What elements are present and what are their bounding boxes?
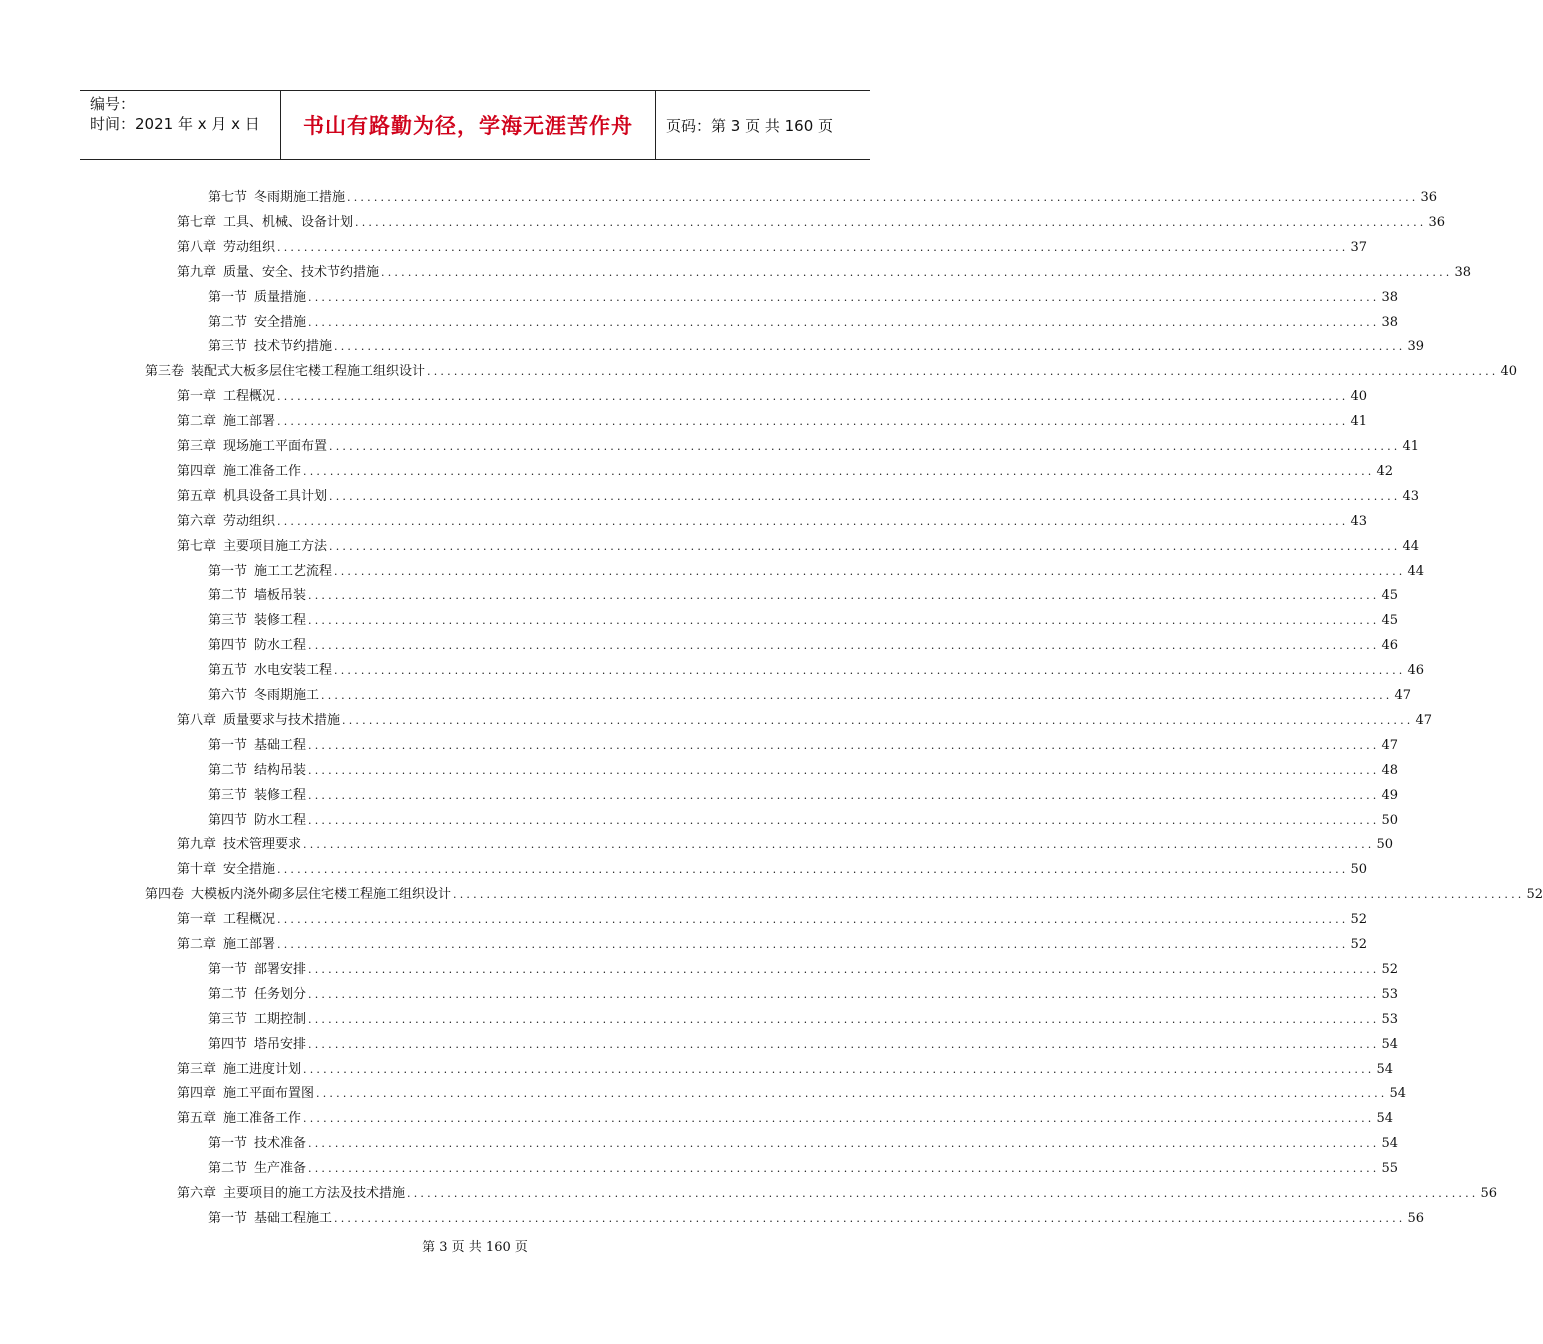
toc-entry-number: 第一章 bbox=[177, 389, 217, 405]
toc-entry-title: 水电安装工程 bbox=[254, 663, 333, 679]
toc-leader-dots: ................................................................................................................................................................ bbox=[334, 564, 1406, 578]
toc-entry-title: 现场施工平面布置 bbox=[223, 439, 328, 454]
toc-leader-dots: ................................................................................................................................................................ bbox=[277, 514, 1349, 528]
toc-entry-label bbox=[177, 513, 275, 531]
toc-entry-title: 装修工程 bbox=[254, 787, 307, 803]
toc-entry-title: 施工部署 bbox=[223, 414, 276, 430]
toc-entry-number: 第二节 bbox=[208, 986, 248, 1002]
toc-entry-page: 49 bbox=[1381, 787, 1399, 803]
toc-entry[interactable] bbox=[177, 1104, 1394, 1128]
toc-entry-number: 第一节 bbox=[208, 737, 248, 753]
toc-entry[interactable] bbox=[208, 283, 1399, 307]
toc-leader-dots: ................................................................................................................................................................ bbox=[329, 440, 1401, 453]
toc-entry-label bbox=[208, 612, 306, 630]
toc-entry-number: 第一章 bbox=[177, 912, 217, 928]
toc-entry-label bbox=[208, 737, 306, 755]
toc-entry-number: 第三节 bbox=[208, 339, 248, 355]
toc-leader-dots: ................................................................................................................................................................ bbox=[347, 191, 1419, 204]
toc-entry-number: 第六章 bbox=[177, 1186, 217, 1201]
toc-entry-label bbox=[177, 538, 327, 556]
toc-leader-dots: ................................................................................................................................................................ bbox=[308, 1137, 1380, 1151]
toc-entry-title: 主要项目的施工方法及技术措施 bbox=[223, 1186, 406, 1201]
toc-entry[interactable] bbox=[208, 308, 1399, 332]
toc-leader-dots: ................................................................................................................................................................ bbox=[321, 689, 1393, 702]
toc-leader-dots: ................................................................................................................................................................ bbox=[303, 1112, 1375, 1126]
toc-entry-page: 55 bbox=[1381, 1161, 1399, 1177]
toc-entry-title: 工期控制 bbox=[254, 1011, 307, 1027]
toc-entry-number: 第三节 bbox=[208, 1011, 248, 1027]
toc-entry-title: 工具、机械、设备计划 bbox=[223, 214, 354, 230]
toc-entry-number: 第三章 bbox=[177, 439, 217, 454]
toc-entry-number: 第二节 bbox=[208, 1161, 248, 1177]
toc-entry-title: 生产准备 bbox=[254, 1161, 307, 1177]
toc-entry-number: 第一节 bbox=[208, 563, 248, 579]
toc-leader-dots: ................................................................................................................................................................ bbox=[277, 938, 1349, 951]
toc-entry-label bbox=[177, 1110, 301, 1128]
toc-entry-number: 第四节 bbox=[208, 812, 248, 828]
toc-entry-number: 第一节 bbox=[208, 289, 248, 305]
page-header bbox=[80, 90, 870, 160]
toc-entry-label bbox=[177, 239, 275, 257]
toc-entry-label bbox=[177, 463, 301, 481]
toc-entry-page: 54 bbox=[1381, 1036, 1399, 1052]
toc-entry-title: 任务划分 bbox=[254, 986, 307, 1002]
toc-entry-label bbox=[177, 438, 327, 456]
toc-entry-number: 第四卷 bbox=[145, 887, 185, 903]
toc-entry-title: 劳动组织 bbox=[223, 239, 276, 255]
toc-entry-number: 第五节 bbox=[208, 663, 248, 679]
toc-entry-number: 第七章 bbox=[177, 538, 217, 554]
toc-entry-page: 56 bbox=[1407, 1210, 1425, 1226]
toc-entry-number: 第九章 bbox=[177, 264, 217, 280]
toc-entry-title: 装修工程 bbox=[254, 613, 307, 629]
toc-entry-label bbox=[208, 986, 306, 1004]
toc-entry-page: 38 bbox=[1381, 314, 1399, 330]
toc-entry-page: 47 bbox=[1394, 688, 1412, 703]
toc-entry[interactable] bbox=[177, 706, 1433, 730]
toc-entry-page: 52 bbox=[1350, 937, 1368, 952]
toc-entry-title: 安全措施 bbox=[254, 314, 307, 330]
toc-entry-title: 工程概况 bbox=[223, 912, 276, 928]
toc-entry-number: 第四节 bbox=[208, 638, 248, 654]
toc-entry-page: 38 bbox=[1381, 289, 1399, 305]
toc-entry-page: 47 bbox=[1415, 712, 1433, 728]
toc-leader-dots: ................................................................................................................................................................ bbox=[316, 1087, 1388, 1101]
toc-entry-number: 第三章 bbox=[177, 1061, 217, 1077]
toc-entry-title: 大模板内浇外砌多层住宅楼工程施工组织设计 bbox=[191, 887, 452, 903]
toc-entry-number: 第二节 bbox=[208, 314, 248, 330]
toc-leader-dots: ................................................................................................................................................................ bbox=[308, 813, 1380, 827]
toc-entry[interactable] bbox=[208, 1154, 1399, 1178]
toc-entry-page: 52 bbox=[1381, 961, 1399, 977]
toc-leader-dots: ................................................................................................................................................................ bbox=[308, 1012, 1380, 1026]
toc-leader-dots: ................................................................................................................................................................ bbox=[308, 1162, 1380, 1176]
toc-entry[interactable] bbox=[177, 507, 1368, 531]
toc-entry-label bbox=[177, 1185, 405, 1203]
toc-entry-label bbox=[208, 338, 332, 356]
header-meta bbox=[90, 94, 280, 134]
toc-entry-number: 第二章 bbox=[177, 937, 217, 952]
toc-leader-dots: ................................................................................................................................................................ bbox=[308, 589, 1380, 603]
toc-entry-page: 39 bbox=[1407, 339, 1425, 355]
toc-entry-label bbox=[208, 637, 306, 655]
toc-entry-page: 43 bbox=[1402, 488, 1420, 504]
toc-entry-label bbox=[177, 712, 340, 730]
toc-entry-number: 第十章 bbox=[177, 862, 217, 878]
toc-entry-title: 塔吊安排 bbox=[254, 1036, 307, 1052]
toc-entry[interactable] bbox=[208, 1129, 1399, 1153]
toc-entry-page: 52 bbox=[1526, 887, 1543, 903]
toc-leader-dots: ................................................................................................................................................................ bbox=[308, 639, 1380, 653]
toc-entry-number: 第三节 bbox=[208, 787, 248, 803]
toc-leader-dots: ................................................................................................................................................................ bbox=[308, 788, 1380, 802]
toc-entry-title: 装配式大板多层住宅楼工程施工组织设计 bbox=[191, 364, 426, 380]
toc-entry-title: 基础工程 bbox=[254, 737, 307, 753]
toc-entry-page: 53 bbox=[1381, 1011, 1399, 1027]
toc-entry-title: 基础工程施工 bbox=[254, 1210, 333, 1226]
toc-entry-page: 38 bbox=[1454, 264, 1472, 280]
toc-entry-label bbox=[177, 388, 275, 406]
toc-entry-number: 第四节 bbox=[208, 1036, 248, 1052]
toc-entry-label bbox=[177, 214, 353, 232]
page-footer: 第 3 页 共 160 页 bbox=[422, 1240, 528, 1255]
toc-entry-number: 第二章 bbox=[177, 414, 217, 430]
toc-entry-number: 第二节 bbox=[208, 588, 248, 604]
toc-leader-dots: ................................................................................................................................................................ bbox=[277, 390, 1349, 404]
toc-entry-label bbox=[177, 911, 275, 929]
toc-entry-page: 45 bbox=[1381, 613, 1399, 629]
toc-entry-label bbox=[177, 1085, 314, 1103]
toc-entry[interactable] bbox=[177, 382, 1368, 406]
toc-entry-page: 56 bbox=[1480, 1186, 1498, 1201]
toc-leader-dots: ................................................................................................................................................................ bbox=[427, 365, 1499, 379]
toc-entry-number: 第八章 bbox=[177, 712, 217, 728]
toc-entry-page: 46 bbox=[1381, 638, 1399, 654]
toc-leader-dots: ................................................................................................................................................................ bbox=[277, 240, 1349, 254]
toc-entry-label bbox=[177, 861, 275, 879]
toc-entry-label bbox=[177, 264, 379, 282]
toc-entry-title: 质量措施 bbox=[254, 289, 307, 305]
toc-entry-number: 第四章 bbox=[177, 1086, 217, 1102]
toc-leader-dots: ................................................................................................................................................................ bbox=[308, 987, 1380, 1001]
toc-entry[interactable] bbox=[208, 756, 1399, 780]
toc-entry-number: 第七章 bbox=[177, 214, 217, 230]
toc-entry-number: 第三卷 bbox=[145, 364, 185, 380]
toc-entry-title: 技术管理要求 bbox=[223, 837, 302, 853]
toc-entry-title: 机具设备工具计划 bbox=[223, 488, 328, 504]
toc-entry-number: 第三节 bbox=[208, 613, 248, 629]
toc-entry[interactable] bbox=[208, 1005, 1399, 1029]
toc-entry[interactable] bbox=[177, 830, 1394, 854]
toc-entry-title: 墙板吊装 bbox=[254, 588, 307, 604]
toc-entry[interactable] bbox=[208, 781, 1399, 805]
toc-entry-title: 施工平面布置图 bbox=[223, 1086, 315, 1102]
toc-entry-page: 47 bbox=[1381, 737, 1399, 753]
toc-entry-page: 42 bbox=[1376, 463, 1394, 479]
toc-entry-label bbox=[208, 787, 306, 805]
toc-entry[interactable] bbox=[177, 208, 1446, 232]
toc-leader-dots: ................................................................................................................................................................ bbox=[303, 1062, 1375, 1076]
toc-entry-title: 质量要求与技术措施 bbox=[223, 712, 341, 728]
toc-entry-page: 50 bbox=[1376, 837, 1394, 853]
toc-leader-dots: ................................................................................................................................................................ bbox=[308, 763, 1380, 777]
toc-entry-number: 第五章 bbox=[177, 488, 217, 504]
toc-entry-title: 冬雨期施工措施 bbox=[254, 190, 346, 205]
toc-entry[interactable] bbox=[208, 1030, 1399, 1054]
toc-entry-number: 第一节 bbox=[208, 961, 248, 977]
toc-entry-page: 54 bbox=[1389, 1086, 1407, 1102]
toc-entry-label bbox=[208, 314, 306, 332]
toc-entry[interactable] bbox=[177, 930, 1368, 954]
toc-entry-page: 54 bbox=[1376, 1111, 1394, 1127]
toc-leader-dots: ................................................................................................................................................................ bbox=[277, 415, 1349, 429]
toc-entry-number: 第六章 bbox=[177, 513, 217, 529]
toc-leader-dots: ................................................................................................................................................................ bbox=[407, 1187, 1479, 1200]
toc-leader-dots: ................................................................................................................................................................ bbox=[329, 489, 1401, 503]
toc-entry-label bbox=[208, 563, 332, 581]
toc-entry[interactable] bbox=[208, 557, 1425, 581]
toc-entry-number: 第七节 bbox=[208, 190, 248, 205]
toc-entry-label bbox=[177, 413, 275, 431]
toc-entry[interactable] bbox=[208, 806, 1399, 830]
toc-entry-label bbox=[208, 662, 332, 680]
toc-entry[interactable] bbox=[208, 183, 1438, 207]
toc-entry[interactable] bbox=[145, 357, 1518, 381]
toc-entry[interactable] bbox=[208, 1204, 1425, 1228]
toc-entry-page: 46 bbox=[1407, 663, 1425, 679]
toc-entry-label bbox=[145, 886, 451, 904]
toc-entry[interactable] bbox=[208, 581, 1399, 605]
toc-entry-label bbox=[208, 1210, 332, 1228]
toc-entry-title: 防水工程 bbox=[254, 812, 307, 828]
toc-entry[interactable] bbox=[208, 731, 1399, 755]
toc-entry-page: 52 bbox=[1350, 912, 1368, 928]
toc-entry[interactable] bbox=[208, 606, 1399, 630]
toc-leader-dots: ................................................................................................................................................................ bbox=[308, 962, 1380, 976]
toc-entry-page: 50 bbox=[1350, 862, 1368, 878]
toc-leader-dots: ................................................................................................................................................................ bbox=[329, 539, 1401, 553]
toc-leader-dots: ................................................................................................................................................................ bbox=[277, 913, 1349, 927]
toc-entry-page: 50 bbox=[1381, 812, 1399, 828]
toc-entry[interactable] bbox=[208, 681, 1412, 705]
toc-entry[interactable] bbox=[177, 233, 1368, 257]
time-label: 时间：2021 年 x 月 x 日 bbox=[90, 115, 260, 133]
toc-entry-title: 施工部署 bbox=[223, 937, 276, 952]
toc-entry[interactable] bbox=[177, 482, 1420, 506]
toc-entry-page: 54 bbox=[1376, 1061, 1394, 1077]
toc-entry-title: 部署安排 bbox=[254, 961, 307, 977]
toc-leader-dots: ................................................................................................................................................................ bbox=[308, 290, 1380, 304]
toc-leader-dots: ................................................................................................................................................................ bbox=[308, 315, 1380, 329]
toc-leader-dots: ................................................................................................................................................................ bbox=[453, 888, 1525, 902]
toc-leader-dots: ................................................................................................................................................................ bbox=[381, 265, 1453, 279]
toc-entry-page: 36 bbox=[1428, 214, 1446, 230]
toc-entry-number: 第一节 bbox=[208, 1210, 248, 1226]
toc-entry-title: 冬雨期施工 bbox=[254, 688, 320, 703]
toc-entry[interactable] bbox=[145, 880, 1543, 904]
toc-entry-number: 第六节 bbox=[208, 688, 248, 703]
toc-entry-page: 37 bbox=[1350, 239, 1368, 255]
toc-entry-title: 主要项目施工方法 bbox=[223, 538, 328, 554]
toc-entry-title: 技术节约措施 bbox=[254, 339, 333, 355]
toc-entry[interactable] bbox=[177, 532, 1420, 556]
header-page-code: 页码：第 3 页 共 160 页 bbox=[666, 116, 834, 135]
toc-entry-title: 施工准备工作 bbox=[223, 1111, 302, 1127]
toc-entry[interactable] bbox=[177, 905, 1368, 929]
toc-leader-dots: ................................................................................................................................................................ bbox=[355, 215, 1427, 229]
toc-entry[interactable] bbox=[208, 631, 1399, 655]
toc-entry-number: 第九章 bbox=[177, 837, 217, 853]
toc-entry[interactable] bbox=[177, 1055, 1394, 1079]
toc-entry-title: 质量、安全、技术节约措施 bbox=[223, 264, 380, 280]
toc-entry-label bbox=[177, 488, 327, 506]
toc-entry-label bbox=[208, 587, 306, 605]
toc-entry-title: 安全措施 bbox=[223, 862, 276, 878]
toc-entry-title: 施工进度计划 bbox=[223, 1061, 302, 1077]
toc-entry-page: 40 bbox=[1500, 364, 1518, 380]
toc-entry-number: 第一节 bbox=[208, 1136, 248, 1152]
toc-entry-title: 结构吊装 bbox=[254, 762, 307, 778]
toc-entry-page: 41 bbox=[1402, 439, 1420, 454]
toc-entry-number: 第四章 bbox=[177, 463, 217, 479]
toc-entry-label bbox=[177, 1061, 301, 1079]
toc-entry[interactable] bbox=[208, 955, 1399, 979]
toc-entry-label bbox=[208, 961, 306, 979]
toc-entry-page: 48 bbox=[1381, 762, 1399, 778]
toc-entry-page: 54 bbox=[1381, 1136, 1399, 1152]
toc-entry-page: 40 bbox=[1350, 389, 1368, 405]
toc-entry-title: 施工准备工作 bbox=[223, 463, 302, 479]
toc-entry-title: 工程概况 bbox=[223, 389, 276, 405]
toc-entry-number: 第二节 bbox=[208, 762, 248, 778]
toc-leader-dots: ................................................................................................................................................................ bbox=[334, 664, 1406, 678]
toc-entry-number: 第八章 bbox=[177, 239, 217, 255]
toc-entry-page: 53 bbox=[1381, 986, 1399, 1002]
header-motto: 书山有路勤为径，学海无涯苦作舟 bbox=[303, 114, 633, 138]
toc-entry-page: 44 bbox=[1402, 538, 1420, 554]
toc-entry-page: 36 bbox=[1420, 190, 1438, 205]
toc-entry[interactable] bbox=[208, 332, 1425, 356]
toc-leader-dots: ................................................................................................................................................................ bbox=[277, 863, 1349, 877]
toc-entry-page: 41 bbox=[1350, 414, 1368, 430]
toc-entry-page: 44 bbox=[1407, 563, 1425, 579]
toc-entry-title: 劳动组织 bbox=[223, 513, 276, 529]
toc-entry[interactable] bbox=[177, 855, 1368, 879]
toc-entry-number: 第五章 bbox=[177, 1111, 217, 1127]
toc-leader-dots: ................................................................................................................................................................ bbox=[334, 1211, 1406, 1225]
toc-entry-title: 防水工程 bbox=[254, 638, 307, 654]
toc-entry-label bbox=[208, 1011, 306, 1029]
toc-entry[interactable] bbox=[177, 258, 1472, 282]
toc-entry[interactable] bbox=[177, 457, 1394, 481]
toc-entry-label bbox=[208, 762, 306, 780]
toc-leader-dots: ................................................................................................................................................................ bbox=[334, 340, 1406, 354]
toc-entry[interactable] bbox=[177, 432, 1420, 456]
toc-entry[interactable] bbox=[177, 1079, 1407, 1103]
serial-label: 编号： bbox=[90, 95, 136, 113]
toc-leader-dots: ................................................................................................................................................................ bbox=[303, 464, 1375, 478]
toc-entry-label bbox=[208, 1036, 306, 1054]
toc-entry-label bbox=[208, 812, 306, 830]
toc-leader-dots: ................................................................................................................................................................ bbox=[308, 738, 1380, 752]
toc-leader-dots: ................................................................................................................................................................ bbox=[303, 838, 1375, 852]
toc-entry[interactable] bbox=[177, 1179, 1498, 1203]
toc-entry-title: 施工工艺流程 bbox=[254, 563, 333, 579]
toc-entry-label bbox=[208, 189, 345, 207]
toc-leader-dots: ................................................................................................................................................................ bbox=[342, 713, 1414, 727]
toc-entry-title: 技术准备 bbox=[254, 1136, 307, 1152]
toc-leader-dots: ................................................................................................................................................................ bbox=[308, 1037, 1380, 1051]
toc-entry-label bbox=[208, 1160, 306, 1178]
toc-entry-label bbox=[208, 289, 306, 307]
toc-entry-label bbox=[177, 836, 301, 854]
toc-entry-label bbox=[208, 1135, 306, 1153]
toc-entry-label bbox=[177, 936, 275, 954]
toc-entry[interactable] bbox=[208, 980, 1399, 1004]
toc-entry-label bbox=[208, 687, 319, 705]
toc-entry-label bbox=[145, 363, 425, 381]
toc-entry-page: 45 bbox=[1381, 588, 1399, 604]
toc-leader-dots: ................................................................................................................................................................ bbox=[308, 614, 1380, 628]
toc-entry[interactable] bbox=[177, 407, 1368, 431]
toc-entry[interactable] bbox=[208, 656, 1425, 680]
toc-entry-page: 43 bbox=[1350, 513, 1368, 529]
